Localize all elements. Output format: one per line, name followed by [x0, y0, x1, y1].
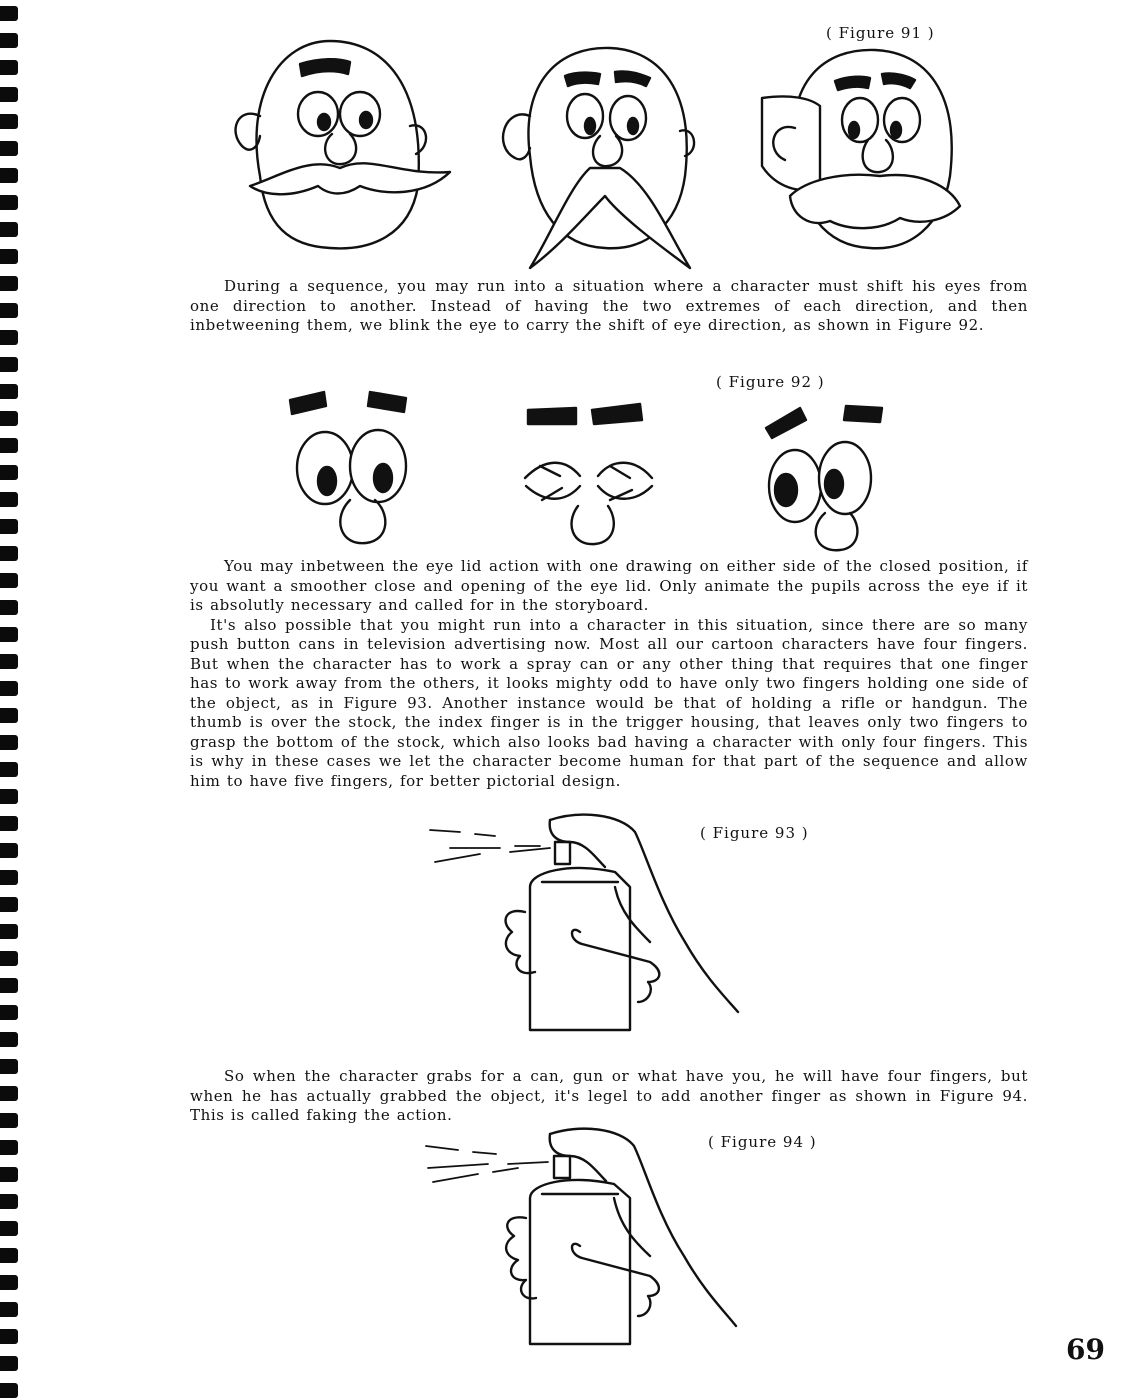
binding-ring [0, 816, 18, 831]
binding-ring [0, 789, 18, 804]
paragraph-3-text: It's also possible that you might run into a character in this situation, since there are so many push button cans in television advertising now. Most all our cartoon characters have four fingers. But when the character has to work a spray can or any other thing that requires that one finger has to work away from the others, it looks mighty odd to have only two fingers holding one side of the object, as in Figure 93. Another instance would be that of holding a rifle or handgun. The thumb is over the stock, the index finger is in the trigger housing, that leaves only two fingers to grasp the bottom of the stock, which also looks bad having a character with only four fingers. This is why in these cases we let the character become human for that part of the sequence and allow him to have five fingers, for better pictorial design. [190, 615, 1028, 790]
binding-ring [0, 735, 18, 750]
binding-ring [0, 843, 18, 858]
binding-ring [0, 681, 18, 696]
binding-ring [0, 1113, 18, 1128]
binding-ring [0, 492, 18, 507]
binding-ring [0, 1329, 18, 1344]
binding-ring [0, 1005, 18, 1020]
binding-ring [0, 978, 18, 993]
binding-ring [0, 600, 18, 615]
binding-ring [0, 627, 18, 642]
eyes-looking-right [766, 406, 882, 550]
binding-ring [0, 1167, 18, 1182]
binding-ring [0, 1221, 18, 1236]
face-3 [762, 50, 960, 248]
binding-ring [0, 1356, 18, 1371]
paragraph-faking-action [190, 1067, 1028, 1126]
binding-ring [0, 168, 18, 183]
binding-ring [0, 546, 18, 561]
figure-94-illustration [418, 1126, 748, 1348]
binding-ring [0, 195, 18, 210]
paragraph-eye-lid [190, 557, 1028, 791]
binding-ring [0, 1086, 18, 1101]
binding-ring [0, 222, 18, 237]
eyes-blinking [525, 404, 652, 544]
binding-ring [0, 60, 18, 75]
binding-ring [0, 897, 18, 912]
binding-ring [0, 1059, 18, 1074]
figure-93-label: ( Figure 93 ) [700, 824, 809, 842]
binding-ring [0, 1140, 18, 1155]
binding-ring [0, 6, 18, 21]
binding-ring [0, 438, 18, 453]
binding-ring [0, 249, 18, 264]
binding-ring [0, 1032, 18, 1047]
binding-ring [0, 1383, 18, 1398]
figure-92-label: ( Figure 92 ) [716, 373, 825, 391]
binding-ring [0, 870, 18, 885]
binding-ring [0, 924, 18, 939]
binding-ring [0, 762, 18, 777]
face-2 [503, 48, 694, 268]
paragraph-2-text: You may inbetween the eye lid action with one drawing on either side of the closed position, if you want a smoother close and opening of the eye lid. Only animate the pupils across the eye if it is absolutly necessary and called for in the storyboard. [190, 557, 1028, 614]
paragraph-4-text: So when the character grabs for a can, gun or what have you, he will have four fingers, but when he has actually grabbed the object, it's legel to add another finger as shown in Figure 94. This is called faking the action. [190, 1067, 1028, 1124]
binding-ring [0, 357, 18, 372]
binding-ring [0, 1194, 18, 1209]
binding-ring [0, 141, 18, 156]
binding-ring [0, 1248, 18, 1263]
face-1 [236, 41, 450, 248]
binding-ring [0, 330, 18, 345]
binding-ring [0, 384, 18, 399]
binding-ring [0, 573, 18, 588]
binding-ring [0, 303, 18, 318]
figure-91-illustration [220, 36, 960, 276]
binding-ring [0, 33, 18, 48]
binding-ring [0, 1275, 18, 1290]
binding-ring [0, 519, 18, 534]
binding-ring [0, 1302, 18, 1317]
figure-93-illustration [420, 812, 750, 1034]
figure-94-label: ( Figure 94 ) [708, 1133, 817, 1151]
page-number: 69 [1066, 1333, 1105, 1366]
binding-ring [0, 465, 18, 480]
figure-92-illustration [280, 388, 900, 558]
binding-ring [0, 411, 18, 426]
paragraph-eye-shift [190, 277, 1028, 336]
figure-91-label: ( Figure 91 ) [826, 24, 935, 42]
binding-ring [0, 708, 18, 723]
binding-ring [0, 114, 18, 129]
binding-ring [0, 87, 18, 102]
eyes-looking-left [290, 392, 406, 543]
binding-ring [0, 654, 18, 669]
binding-ring [0, 951, 18, 966]
paragraph-1-text: During a sequence, you may run into a situation where a character must shift his eyes from one direction to another. Instead of having the two extremes of each direction, and then inbetweening them, we blink the eye to carry the shift of eye direction, as shown in Figure 92. [190, 277, 1028, 334]
spiral-binding [0, 0, 20, 1400]
binding-ring [0, 276, 18, 291]
